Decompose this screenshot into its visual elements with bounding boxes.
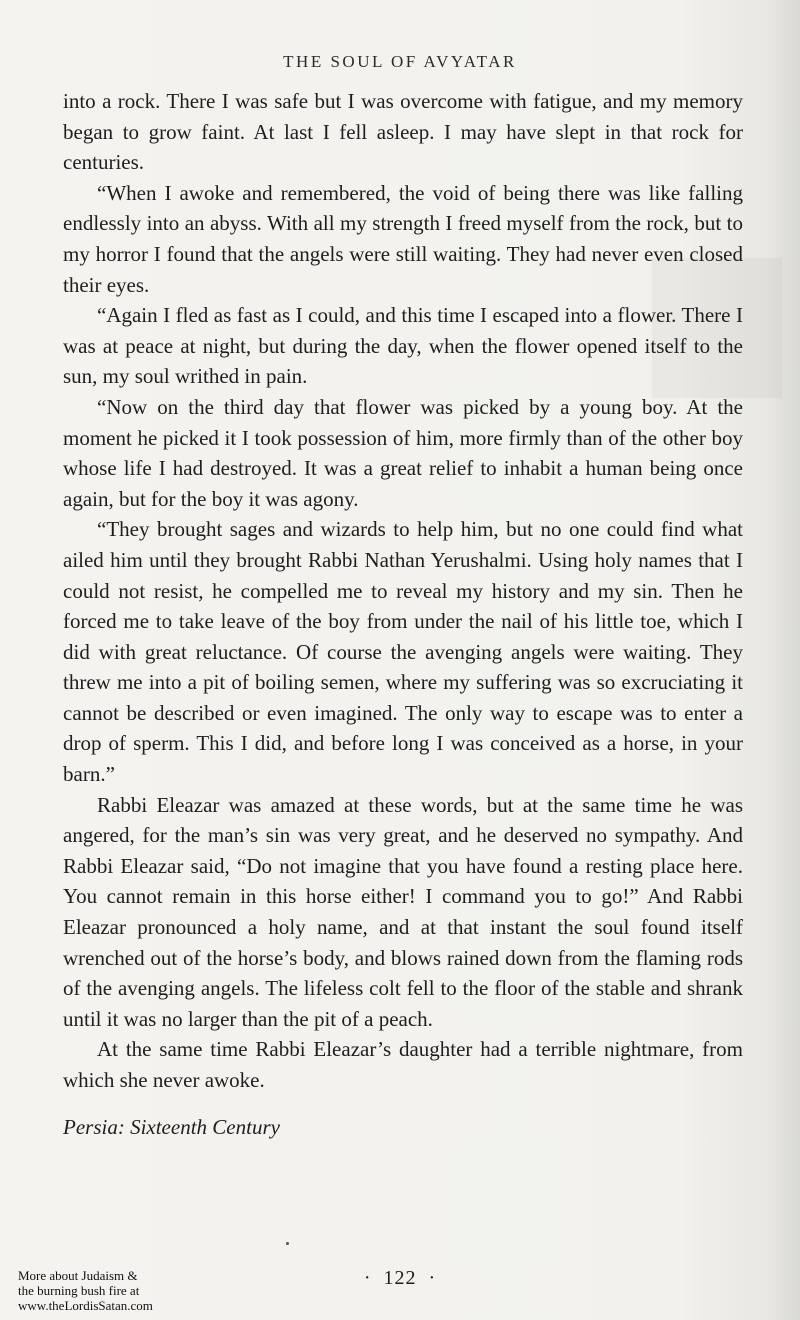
bullet-icon: ·	[428, 1267, 437, 1289]
paragraph: At the same time Rabbi Eleazar’s daughter had a terrible nightmare, from which she never awoke.	[63, 1037, 743, 1092]
ink-speck	[286, 1242, 289, 1245]
watermark-line: the burning bush fire at	[18, 1283, 140, 1298]
body-text	[63, 86, 743, 1142]
bullet-icon: ·	[363, 1267, 372, 1289]
page-number-value: 122	[383, 1267, 417, 1289]
story-source: Persia: Sixteenth Century	[63, 1114, 280, 1139]
paragraph: “When I awoke and remembered, the void of being there was like falling endlessly into an abyss. With all my strength I freed myself from the rock, but to my horror I found that the angels were still waiting. They had never even closed their eyes.	[63, 180, 743, 297]
paragraph: Rabbi Eleazar was amazed at these words, but at the same time he was angered, for the man’s sin was very great, and he deserved no sympathy. And Rabbi Eleazar said, “Do not imagine that you have found a resting place here. You cannot remain in this horse either! I command you to go!” And Rabbi Eleazar pronounced a holy name, and at that instant the soul found itself wrenched out of the horse’s body, and blows rained down from the flaming rods of the avenging angels. The lifeless colt fell to the floor of the stable and shrank until it was no larger than the pit of a peach.	[63, 792, 743, 1031]
running-title: THE SOUL OF AVYATAR	[283, 52, 517, 71]
paragraph: “Now on the third day that flower was picked by a young boy. At the moment he picked it I took possession of him, more firmly than of the other boy whose life I had destroyed. It was a great relief to inhabit a human being once again, but for the boy it was agony.	[63, 394, 743, 511]
watermark-text	[18, 1268, 218, 1313]
paragraph: into a rock. There I was safe but I was overcome with fatigue, and my memory began to grow faint. At last I fell asleep. I may have slept in that rock for centuries.	[63, 89, 743, 175]
watermark-line: More about Judaism &	[18, 1268, 138, 1283]
paragraph: “Again I fled as fast as I could, and this time I escaped into a flower. There I was at peace at night, but during the day, when the flower opened itself to the sun, my soul writhed in pain.	[63, 303, 743, 389]
paragraph: “They brought sages and wizards to help him, but no one could find what ailed him until they brought Rabbi Nathan Yerushalmi. Using holy names that I could not resist, he compelled me to reveal my history and my sin. Then he forced me to take leave of the boy from under the nail of his little toe, which I did with great reluctance. Of course the avenging angels were waiting. They threw me into a pit of boiling semen, where my suffering was so excruciating it cannot be described or even imagined. The only way to escape was to enter a drop of sperm. This I did, and before long I was conceived as a horse, in your barn.”	[63, 517, 743, 787]
watermark-line: www.theLordisSatan.com	[18, 1298, 153, 1313]
